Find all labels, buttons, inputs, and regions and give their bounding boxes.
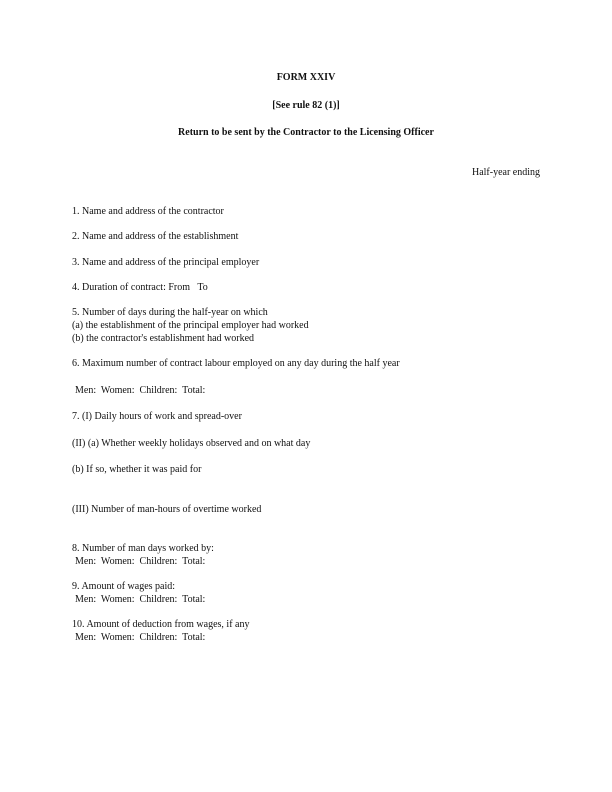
item-9-breakdown: Men: Women: Children: Total: [75, 594, 206, 605]
item-6-max-contract-labour: 6. Maximum number of contract labour employed on any day during the half year [72, 358, 400, 369]
item-5a-principal-employer-days: (a) the establishment of the principal employer had worked [72, 320, 309, 331]
item-1-contractor: 1. Name and address of the contractor [72, 206, 224, 217]
item-7-paid-holidays: (b) If so, whether it was paid for [72, 464, 202, 475]
item-10-deductions: 10. Amount of deduction from wages, if any [72, 619, 250, 630]
half-year-ending: Half-year ending [471, 167, 540, 178]
item-5-days-worked: 5. Number of days during the half-year on which [72, 307, 268, 318]
item-7-daily-hours: 7. (I) Daily hours of work and spread-over [72, 411, 242, 422]
form-subtitle: Return to be sent by the Contractor to the Licensing Officer [178, 127, 434, 138]
item-8-breakdown: Men: Women: Children: Total: [75, 556, 206, 567]
item-5b-contractor-days: (b) the contractor's establishment had worked [72, 333, 255, 344]
item-7-weekly-holidays: (II) (a) Whether weekly holidays observed and on what day [72, 438, 311, 449]
item-9-wages-paid: 9. Amount of wages paid: [72, 581, 176, 592]
item-2-establishment: 2. Name and address of the establishment [72, 231, 239, 242]
item-7-overtime-hours: (III) Number of man-hours of overtime worked [72, 504, 262, 515]
rule-reference: [See rule 82 (1)] [272, 100, 340, 111]
item-3-principal-employer: 3. Name and address of the principal employer [72, 257, 260, 268]
form-title: FORM XXIV [276, 72, 336, 83]
item-8-man-days: 8. Number of man days worked by: [72, 543, 214, 554]
item-10-breakdown: Men: Women: Children: Total: [75, 632, 206, 643]
item-6-breakdown: Men: Women: Children: Total: [75, 385, 206, 396]
item-4-contract-duration: 4. Duration of contract: From To [72, 282, 208, 293]
